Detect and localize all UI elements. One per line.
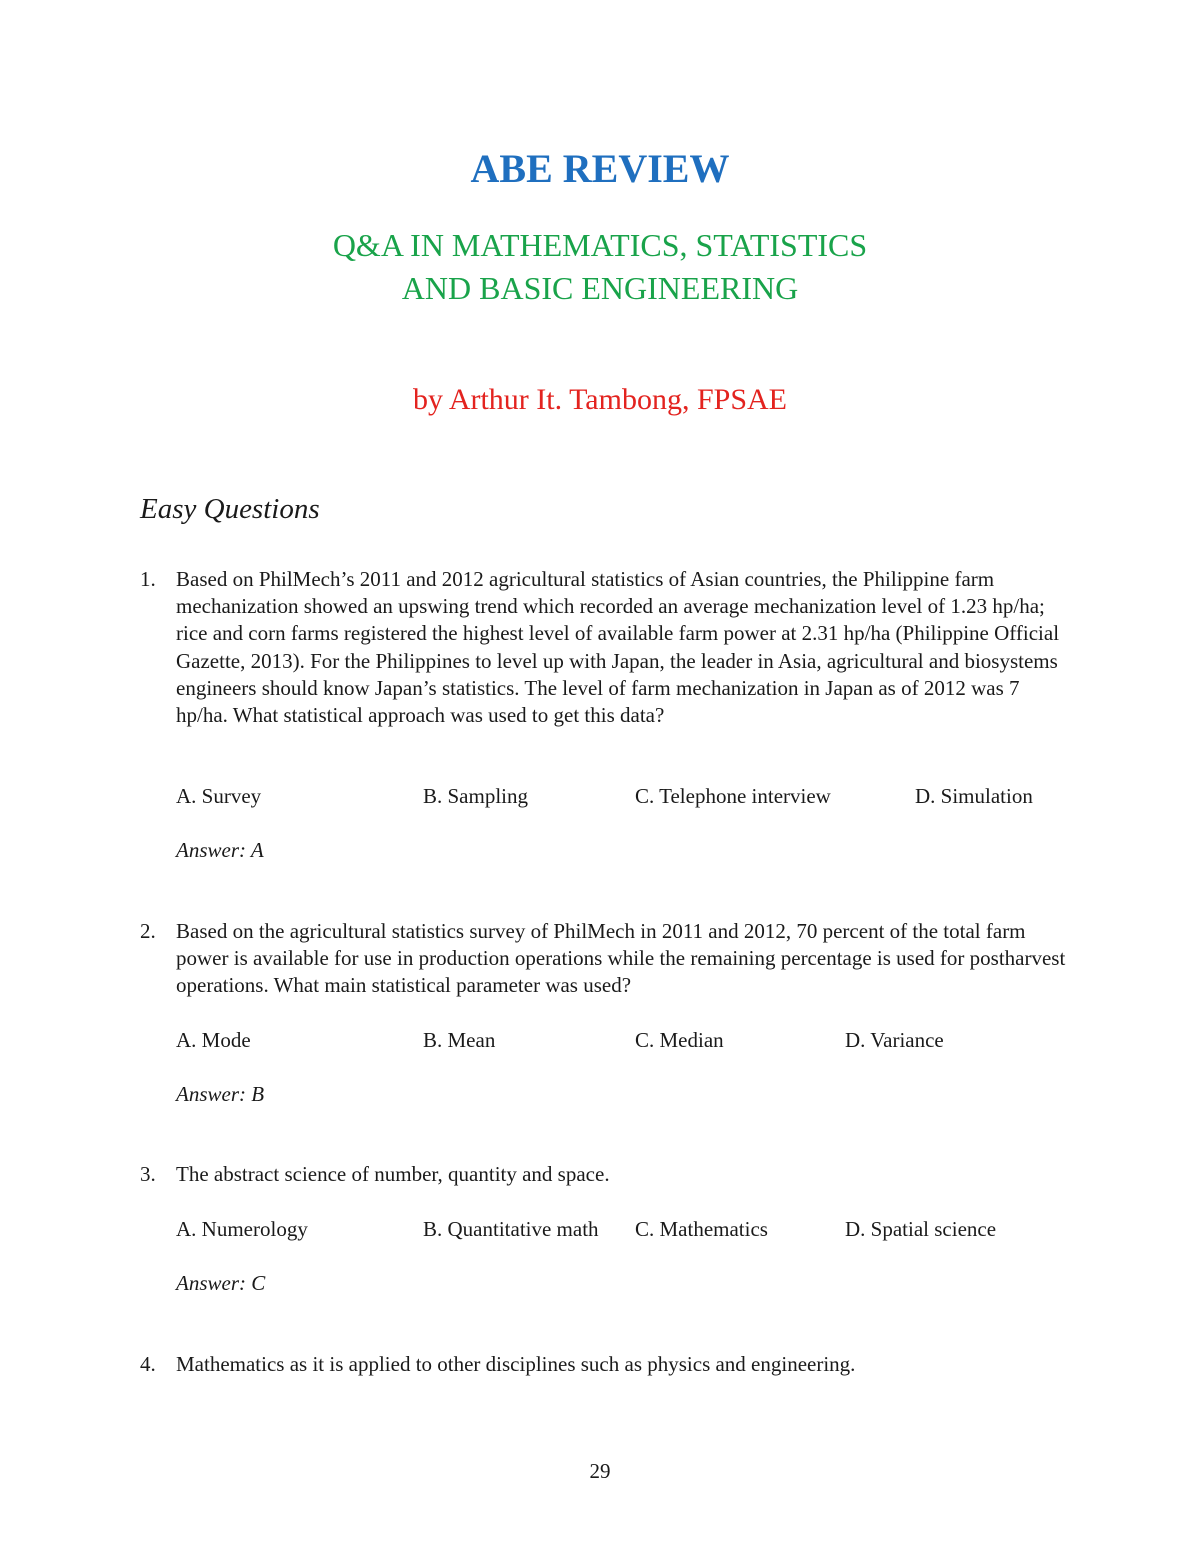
question-1-options — [176, 782, 1076, 810]
option-d: D. Simulation — [915, 784, 1033, 808]
option-a: A. Survey — [176, 784, 262, 808]
question-text: Based on the agricultural statistics survey of PhilMech in 2011 and 2012, 70 percent of the total farm power is available for use in production operations while the remaining percentage is used for postharvest operations. What main statistical parameter was used? — [176, 919, 1066, 998]
document-subtitle — [0, 224, 1200, 310]
option-b: B. Quantitative math — [423, 1217, 599, 1241]
option-a: A. Numerology — [176, 1217, 308, 1241]
question-1 — [140, 566, 1070, 729]
option-d: D. Spatial science — [845, 1217, 997, 1241]
option-a: A. Mode — [176, 1028, 251, 1052]
question-3 — [140, 1161, 1070, 1188]
subtitle-line-2: AND BASIC ENGINEERING — [401, 270, 799, 306]
question-text: Based on PhilMech’s 2011 and 2012 agricultural statistics of Asian countries, the Philippine farm mechanization showed an upswing trend which recorded an average mechanization level of 1.23 hp/ha; rice and corn farms registered the highest level of available farm power at 2.31 hp/ha (Philippine Official Gazette, 2013). For the Philippines to level up with Japan, the leader in Asia, agricultural and biosystems engineers should know Japan’s statistics. The level of farm mechanization in Japan as of 2012 was 7 hp/ha. What statistical approach was used to get this data? — [176, 567, 1060, 728]
question-text: Mathematics as it is applied to other disciplines such as physics and engineering. — [176, 1352, 856, 1376]
question-2 — [140, 918, 1070, 1000]
section-heading: Easy Questions — [140, 493, 320, 525]
document-title: ABE REVIEW — [470, 146, 730, 191]
question-2-options — [176, 1026, 1076, 1054]
option-c: C. Median — [635, 1028, 724, 1052]
question-1-answer: Answer: A — [176, 838, 264, 862]
option-d: D. Variance — [845, 1028, 944, 1052]
question-4 — [140, 1351, 1070, 1378]
question-3-answer: Answer: C — [176, 1271, 266, 1295]
option-b: B. Sampling — [423, 784, 529, 808]
question-number: 4. — [140, 1352, 156, 1376]
option-b: B. Mean — [423, 1028, 496, 1052]
question-2-answer: Answer: B — [176, 1082, 265, 1106]
question-number: 2. — [140, 919, 156, 943]
question-3-options — [176, 1215, 1076, 1243]
question-number: 3. — [140, 1162, 156, 1186]
subtitle-line-1: Q&A IN MATHEMATICS, STATISTICS — [332, 227, 868, 263]
question-text: The abstract science of number, quantity and space. — [176, 1162, 610, 1186]
author-line: by Arthur It. Tambong, FPSAE — [412, 383, 788, 416]
question-number: 1. — [140, 567, 156, 591]
option-c: C. Mathematics — [635, 1217, 768, 1241]
page-number: 29 — [589, 1459, 611, 1483]
option-c: C. Telephone interview — [635, 784, 831, 808]
